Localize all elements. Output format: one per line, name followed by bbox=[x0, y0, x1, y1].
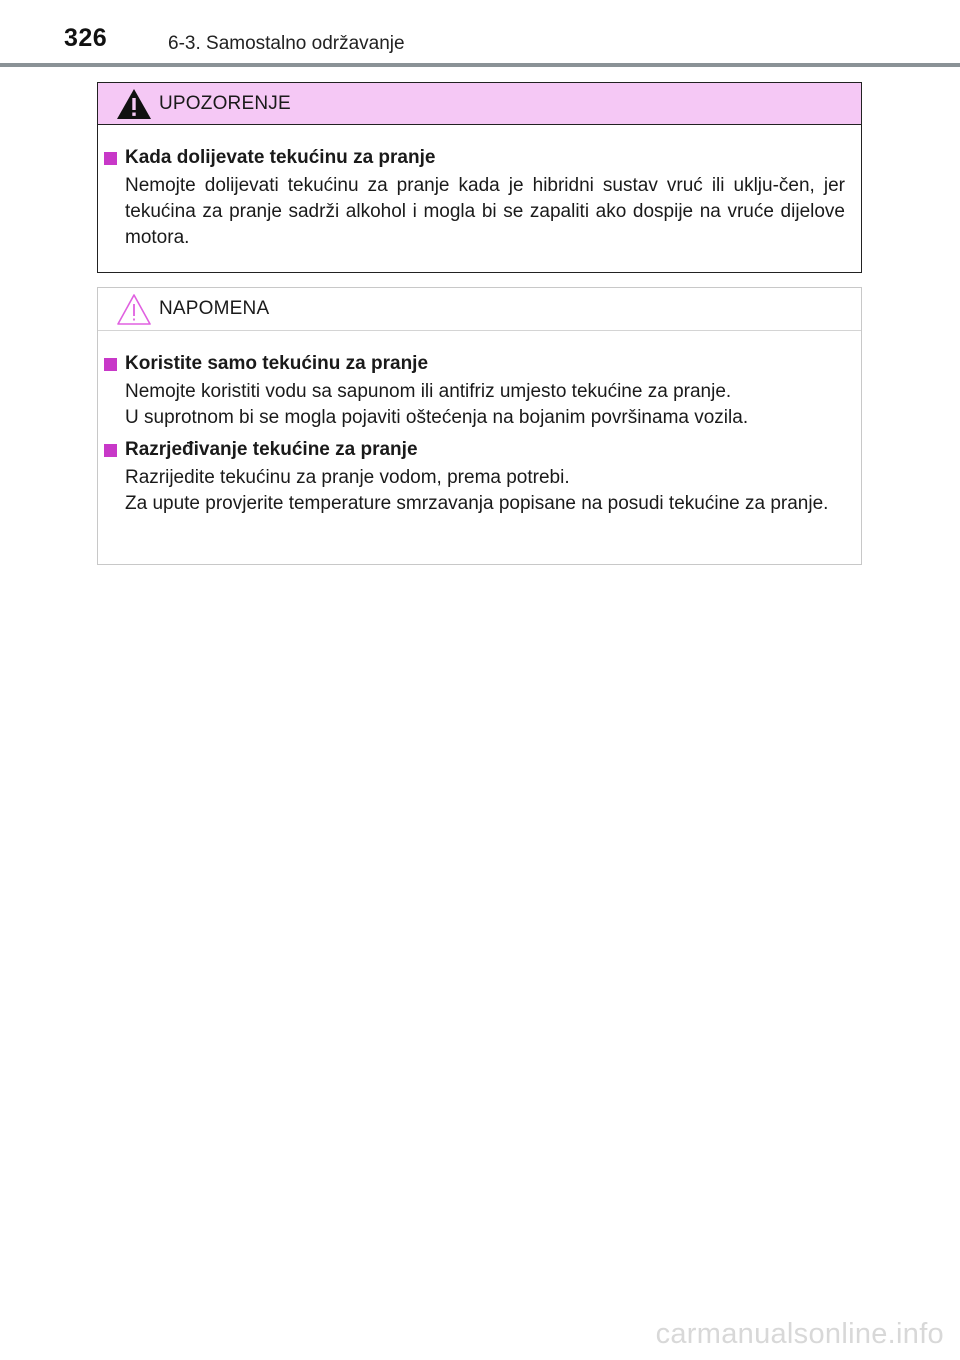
square-bullet-icon bbox=[104, 444, 117, 457]
notice-item-title-2 bbox=[104, 437, 845, 463]
notice-item-title-1 bbox=[104, 351, 845, 377]
square-bullet-icon bbox=[104, 152, 117, 165]
notice-box-body bbox=[98, 331, 861, 517]
warning-item-paragraph: Nemojte dolijevati tekućinu za pranje kada je hibridni sustav vruć ili uklju-čen, jer tekućina za pranje sadrži alkohol i mogla bi se zapaliti ako dospije na vruće dijelove motora. bbox=[125, 175, 845, 248]
header-rule bbox=[0, 63, 960, 67]
section-title: 6-3. Samostalno održavanje bbox=[168, 33, 405, 54]
watermark: carmanualsonline.info bbox=[655, 1318, 944, 1350]
notice-item-line: Za upute provjerite temperature smrzavanja popisane na posudi tekućine za pranje. bbox=[125, 493, 829, 514]
notice-item-text-2 bbox=[104, 465, 845, 517]
notice-item-line: Razrijedite tekućinu za pranje vodom, prema potrebi. bbox=[125, 467, 570, 488]
warning-item-text bbox=[104, 173, 845, 251]
warning-box-body bbox=[98, 125, 861, 251]
notice-item-title-text: Razrjeđivanje tekućine za pranje bbox=[125, 439, 418, 460]
warning-box-header bbox=[98, 83, 861, 125]
notice-item-text-1 bbox=[104, 379, 845, 431]
notice-item-line: U suprotnom bi se mogla pojaviti oštećenja na bojanim površinama vozila. bbox=[125, 407, 749, 428]
notice-box-header bbox=[98, 288, 861, 331]
notice-item-title-text: Koristite samo tekućinu za pranje bbox=[125, 353, 429, 374]
warning-item-title bbox=[104, 145, 845, 171]
notice-box bbox=[97, 287, 862, 565]
warning-box-label: UPOZORENJE bbox=[159, 92, 291, 114]
warning-triangle-filled-icon bbox=[115, 87, 153, 121]
notice-box-label: NAPOMENA bbox=[159, 298, 270, 319]
warning-item-title-text: Kada dolijevate tekućinu za pranje bbox=[125, 147, 436, 168]
notice-item-line: Nemojte koristiti vodu sa sapunom ili antifriz umjesto tekućine za pranje. bbox=[125, 381, 732, 402]
warning-box bbox=[97, 82, 862, 273]
page-number: 326 bbox=[64, 24, 108, 52]
square-bullet-icon bbox=[104, 358, 117, 371]
caution-triangle-outline-icon bbox=[115, 292, 153, 326]
